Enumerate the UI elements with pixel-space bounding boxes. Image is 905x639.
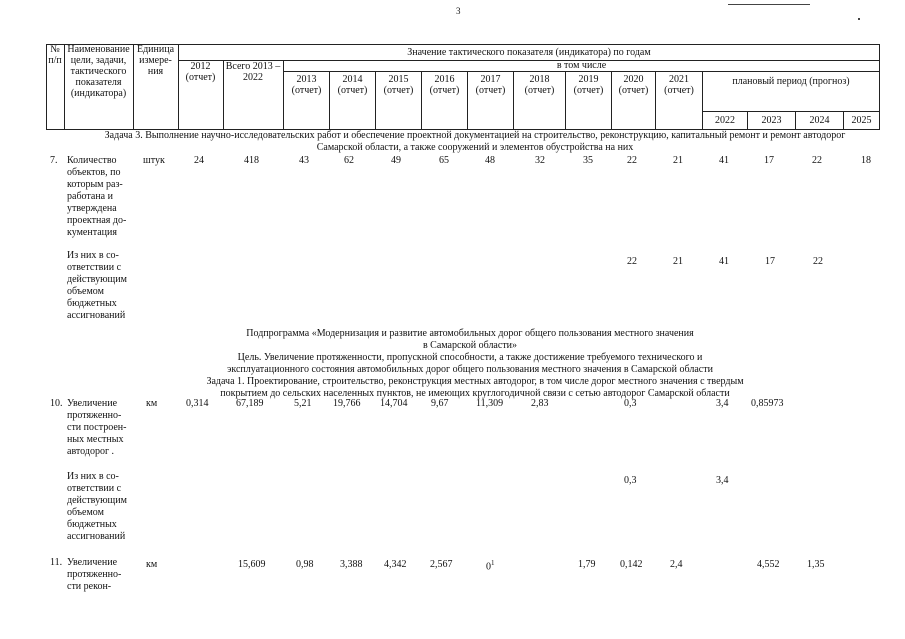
task3-line1: Задача 3. Выполнение научно-исследовательских работ и обеспечение проектной документацией на строительство, реконструкцию, капитальный ремонт и ремонт автодорог [104, 130, 846, 141]
row-number: 10. [50, 398, 63, 409]
cell-2013: 43 [299, 155, 309, 166]
cell-2021: 21 [673, 155, 683, 166]
row-unit: км [146, 398, 158, 409]
cell-2022: 41 [719, 256, 729, 267]
col-2020-header: 2020 (отчет) [618, 74, 649, 96]
col-2013-header: 2013 (отчет) [291, 74, 322, 96]
cell-2020: 22 [627, 155, 637, 166]
cell-2024: 22 [813, 256, 823, 267]
col-num-header: № п/п [48, 44, 62, 66]
col-2014-header: 2014 (отчет) [337, 74, 368, 96]
col-2016-header: 2016 (отчет) [429, 74, 460, 96]
cell-2017-value: 0 [486, 561, 491, 573]
col-2017-header: 2017 (отчет) [475, 74, 506, 96]
footnote-mark: 1 [491, 559, 495, 567]
col-2018-header: 2018 (отчет) [524, 74, 555, 96]
cell-2021: 2,4 [670, 559, 683, 570]
page-number: 3 [456, 6, 461, 16]
cell-2015: 49 [391, 155, 401, 166]
cell-2014: 3,388 [340, 559, 363, 570]
including-title: в том числе [556, 60, 607, 71]
row-number: 11. [50, 557, 63, 568]
col-2012-header: 2012 (отчет) [185, 61, 216, 83]
cell-2021: 21 [673, 256, 683, 267]
cell-2012: 24 [194, 155, 204, 166]
cell-2018: 2,83 [531, 398, 549, 409]
cell-2015: 14,704 [380, 398, 408, 409]
cell-2012: 0,314 [186, 398, 209, 409]
cell-2016: 9,67 [431, 398, 449, 409]
subprogram-title: Подпрограмма «Модернизация и развитие автомобильных дорог общего пользования местного значения [246, 328, 694, 339]
col-2025-header: 2025 [851, 115, 872, 126]
row-name: Увеличение протяженно-сти рекон- [67, 557, 122, 592]
cell-2020: 0,3 [624, 475, 637, 486]
col-total-header: Всего 2013 – 2022 [225, 61, 281, 83]
goal-line2: эксплуатационного состояния автомобильных дорог общего пользования местного значения в Самарской области [227, 364, 713, 375]
cell-2020: 22 [627, 256, 637, 267]
col-2024-header: 2024 [809, 115, 830, 126]
plan-title: плановый период (прогноз) [732, 75, 850, 87]
col-2019-header: 2019 (отчет) [573, 74, 604, 96]
cell-2013: 0,98 [296, 559, 314, 570]
cell-total: 418 [244, 155, 259, 166]
col-2022-header: 2022 [715, 115, 735, 126]
goal-line1: Цель. Увеличение протяженности, пропускной способности, а также достижение требуемого технического и [237, 352, 703, 363]
row-unit: км [146, 559, 158, 570]
cell-2014: 19,766 [333, 398, 361, 409]
task1-line1: Задача 1. Проектирование, строительство, реконструкция местных автодорог, в том числе дорог местного значения с твердым [206, 376, 744, 387]
cell-2024: 1,35 [807, 559, 825, 570]
cell-2022: 41 [719, 155, 729, 166]
cell-2025: 18 [861, 155, 871, 166]
row-name: Количество объектов, по которым раз-работана и утверждена проектная до-кументация [67, 155, 127, 238]
row-name: Увеличение протяженно-сти построен-ных местных автодорог . [67, 398, 127, 457]
col-unit-header: Единица измере-ния [136, 44, 175, 77]
cell-2014: 62 [344, 155, 354, 166]
cell-2017 [486, 559, 495, 573]
cell-2019: 1,79 [578, 559, 596, 570]
values-title: Значение тактического показателя (индикатора) по годам [407, 46, 651, 58]
cell-total: 15,609 [238, 559, 266, 570]
cell-2015: 4,342 [384, 559, 407, 570]
subprogram-title-cont: в Самарской области» [422, 340, 518, 351]
col-2021-header: 2021 (отчет) [664, 74, 694, 96]
cell-2020: 0,3 [624, 398, 637, 409]
cell-2019: 35 [583, 155, 593, 166]
cell-2018: 32 [535, 155, 545, 166]
col-name-header: Наименование цели, задачи, тактического показателя (индикатора) [67, 44, 130, 99]
cell-2022: 3,4 [716, 398, 729, 409]
task3-line2: Самарской области, а также сооружений и элементов обустройства на них [316, 142, 634, 153]
cell-2013: 5,21 [294, 398, 312, 409]
col-2015-header: 2015 (отчет) [383, 74, 414, 96]
cell-2016: 2,567 [430, 559, 453, 570]
row-unit: штук [143, 155, 165, 166]
cell-2017: 11,309 [476, 398, 504, 409]
cell-total: 67,189 [236, 398, 264, 409]
table-header [0, 0, 905, 130]
row-name: Из них в со-ответствии с действующим объемом бюджетных ассигнований [67, 471, 127, 542]
cell-2023: 4,552 [757, 559, 780, 570]
cell-2023: 17 [765, 256, 775, 267]
task1-line2: покрытием до сельских населенных пунктов, не имеющих круглогодичной связи с сетью автодорог Самарской области [220, 388, 730, 399]
cell-2016: 65 [439, 155, 449, 166]
cell-2017: 48 [485, 155, 495, 166]
cell-2020: 0,142 [620, 559, 643, 570]
cell-2023: 0,85973 [751, 398, 784, 409]
cell-2022: 3,4 [716, 475, 729, 486]
row-number: 7. [50, 155, 58, 166]
row-name: Из них в со-ответствии с действующим объемом бюджетных ассигнований [67, 250, 127, 321]
cell-2024: 22 [812, 155, 822, 166]
col-2023-header: 2023 [761, 115, 782, 126]
cell-2023: 17 [764, 155, 774, 166]
